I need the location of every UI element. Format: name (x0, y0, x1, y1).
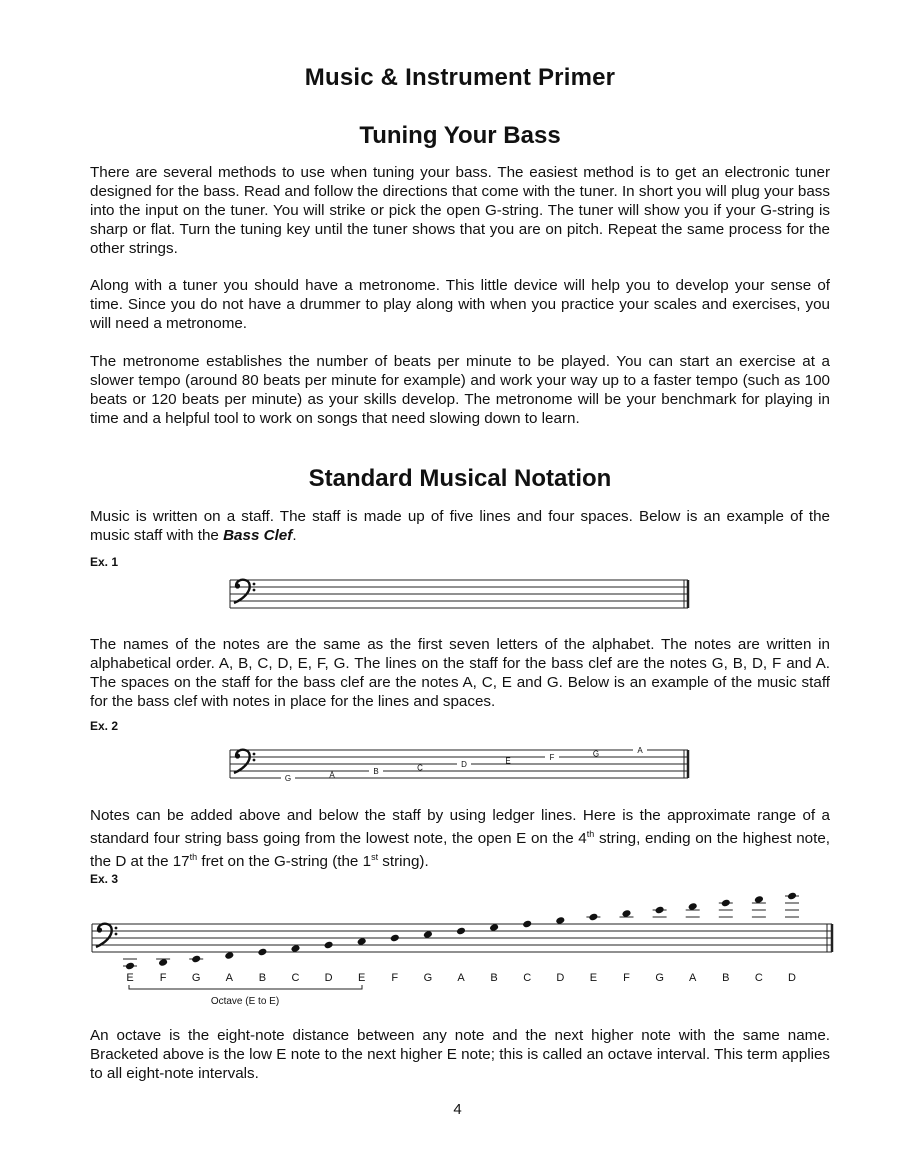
ex3-note-label: A (457, 972, 465, 984)
page-number: 4 (453, 1101, 462, 1118)
paragraph-metronome-intro: Along with a tuner you should have a metronome. This little device will help you to develop your sense of time. Since you do not have a drummer to play along with when you practice your scales and exercises, you will need a metronome. (90, 277, 830, 332)
ex3-note-label: B (258, 972, 267, 984)
example-1-label: Ex. 1 (90, 555, 119, 569)
ex3-note-label: B (490, 972, 498, 984)
ex2-note-label: F (549, 753, 555, 762)
ex3-note-label: D (788, 972, 796, 984)
ex3-note-head (324, 941, 334, 950)
bass-clef-term: Bass Clef (223, 527, 293, 544)
ex3-note-head (522, 920, 532, 929)
ex3-note-head (257, 948, 267, 957)
example-2-staff (228, 742, 690, 782)
ex3-note-head (456, 927, 466, 936)
ex3-note-label: E (358, 972, 366, 984)
ex3-note-label: C (291, 972, 300, 984)
paragraph-metronome-tempo: The metronome establishes the number of beats per minute to be played. You can start an exercise at a slower tempo (around 80 beats per minute for example) and work your way up to a faster tempo (such as 100 beats or 120 beats per minute) as your skills develop. The metronome will be your benchmark for playing in time and a helpful tool to work on songs that need slowing down to learn. (90, 353, 830, 427)
ex3-note-head (787, 892, 797, 901)
section-heading-tuning: Tuning Your Bass (359, 122, 561, 149)
example-3-staff (90, 880, 835, 1010)
ex3-note-label: C (523, 972, 532, 984)
ex2-note-label: C (417, 763, 423, 773)
ex3-note-label: A (689, 972, 697, 984)
ex3-note-label: C (754, 972, 763, 984)
example-2-label: Ex. 2 (90, 719, 119, 733)
paragraph-octave: An octave is the eight-note distance between any note and the next higher note with the same name. Bracketed above is the low E note to the next higher E note; this is called an octave interval. This term applies to all eight-note intervals. (90, 1027, 830, 1082)
example-1-staff (228, 576, 690, 612)
ex3-note-label: D (556, 972, 565, 984)
ex3-note-label: E (589, 972, 598, 984)
ex2-note-label: G (592, 749, 600, 759)
bass-clef-icon (234, 580, 255, 603)
ex3-note-label: F (391, 972, 399, 984)
paragraph-tuning-methods: There are several methods to use when tuning your bass. The easiest method is to get an electronic tuner designed for the bass. Read and follow the directions that come with the tuner. In short you will plug your bass into the input on the tuner. You will strike or pick the open G-string. The tuner will show you if your G-string is sharp or flat. Turn the tuning key until the tuner shows that you are on pitch. Repeat the same process for the other strings. (90, 164, 830, 257)
bass-clef-icon (96, 924, 117, 947)
ex3-note-label: G (191, 972, 201, 984)
ex2-note-label: G (284, 774, 292, 782)
ex3-note-label: F (159, 972, 167, 984)
ex3-note-label: B (722, 972, 730, 984)
section-heading-notation: Standard Musical Notation (308, 465, 612, 492)
ex3-note-label: A (225, 972, 233, 984)
example-3-label: Ex. 3 (90, 872, 119, 886)
octave-bracket-label: Octave (E to E) (210, 996, 280, 1007)
ex3-note-label: F (623, 972, 630, 984)
ex3-note-label: D (324, 972, 333, 984)
ex2-note-label: E (505, 756, 511, 766)
octave-bracket (129, 985, 362, 989)
ex2-note-label: B (373, 767, 379, 776)
ex2-note-label: A (329, 770, 335, 780)
ex3-note-label: E (126, 972, 134, 984)
ex3-note-label: G (423, 972, 433, 984)
page-title: Music & Instrument Primer (304, 64, 616, 91)
ex3-note-head (390, 934, 400, 943)
ex3-note-label: G (655, 972, 664, 984)
ex3-note-head (191, 955, 201, 964)
ex2-note-label: D (461, 760, 467, 769)
paragraph-note-names: The names of the notes are the same as the first seven letters of the alphabet. The notes are written in alphabetical order. A, B, C, D, E, F, G. The lines on the staff for the bass clef are the notes G, B, D, F and A. The spaces on the staff for the bass clef are the notes A, C, E and G. Below is an example of the music staff for the bass clef with notes in place for the lines and spaces. (90, 636, 830, 710)
ex2-note-label: A (637, 746, 643, 755)
ex3-note-head (588, 913, 598, 922)
ex3-note-head (721, 899, 731, 908)
ex3-note-head (125, 962, 135, 971)
paragraph-staff-intro: Music is written on a staff. The staff is made up of five lines and four spaces. Below is an example of the music staff with the Bass Clef. (90, 508, 830, 544)
bass-clef-icon (234, 750, 255, 773)
ex3-note-head (655, 906, 665, 915)
paragraph-ledger-lines: Notes can be added above and below the staff by using ledger lines. Here is the approximate range of a standard four string bass going from the lowest note, the open E on the 4th string, ending on the highest note, the D at the 17th fret on the G-string (the 1st string). (90, 807, 830, 871)
